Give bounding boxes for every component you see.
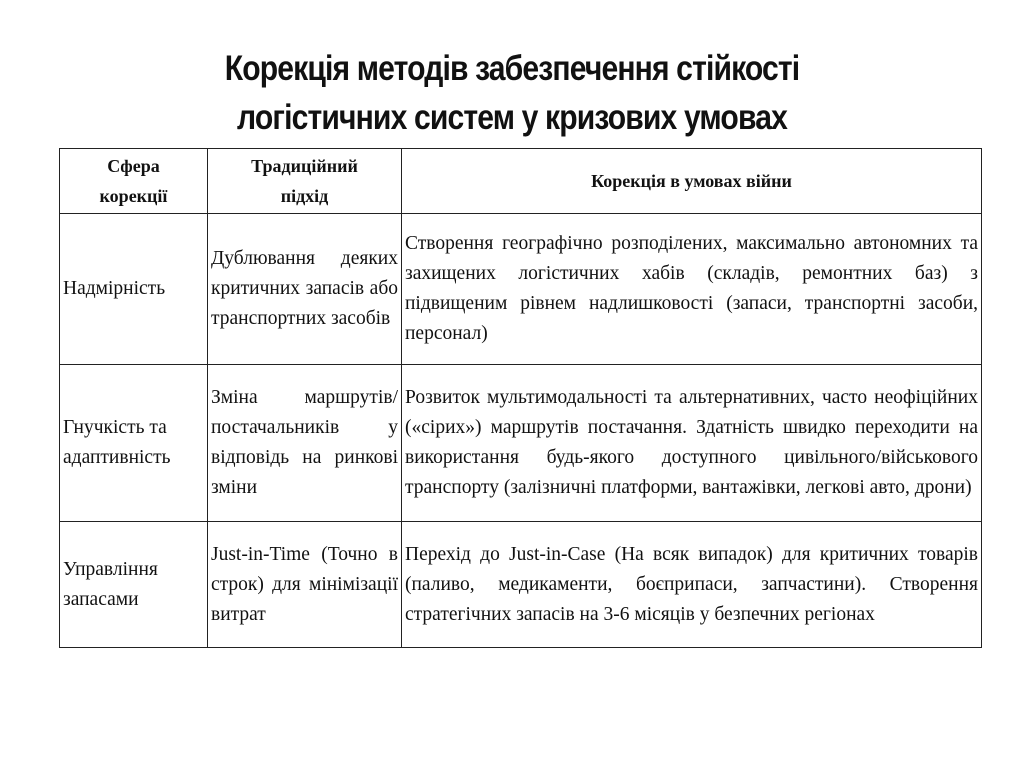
slide-title-line-2: логістичних систем у кризових умовах	[237, 98, 787, 137]
cell-sphere: Надмірність	[60, 214, 208, 365]
table-header-row	[60, 149, 982, 214]
slide-title-line-1: Корекція методів забезпечення стійкості	[224, 49, 800, 88]
table-row	[60, 522, 982, 648]
cell-traditional: Just-in-Time (Точно в строк) для мінімізації витрат	[208, 522, 402, 648]
slide-title	[72, 44, 953, 142]
correction-methods-table	[59, 148, 982, 648]
header-sphere: Сфера корекції	[60, 149, 208, 214]
header-war-correction: Корекція в умовах війни	[402, 149, 982, 214]
cell-traditional: Дублювання деяких критичних запасів або транспортних засобів	[208, 214, 402, 365]
header-traditional: Традиційний підхід	[208, 149, 402, 214]
table-row	[60, 365, 982, 522]
cell-sphere: Управління запасами	[60, 522, 208, 648]
cell-traditional: Зміна маршрутів/ постачальників у відповідь на ринкові зміни	[208, 365, 402, 522]
table-row	[60, 214, 982, 365]
cell-war-correction: Розвиток мультимодальності та альтернативних, часто неофіційних («сірих») маршрутів постачання. Здатність швидко переходити на використання будь-якого доступного цивільного/військового транспорту (залізничні платформи, вантажівки, легкові авто, дрони)	[402, 365, 982, 522]
cell-sphere: Гнучкість та адаптивність	[60, 365, 208, 522]
cell-war-correction: Перехід до Just-in-Case (На всяк випадок) для критичних товарів (паливо, медикаменти, боєприпаси, запчастини). Створення стратегічних запасів на 3-6 місяців у безпечних регіонах	[402, 522, 982, 648]
cell-war-correction: Створення географічно розподілених, максимально автономних та захищених логістичних хабів (складів, ремонтних баз) з підвищеним рівнем надлишковості (запаси, транспортні засоби, персонал)	[402, 214, 982, 365]
